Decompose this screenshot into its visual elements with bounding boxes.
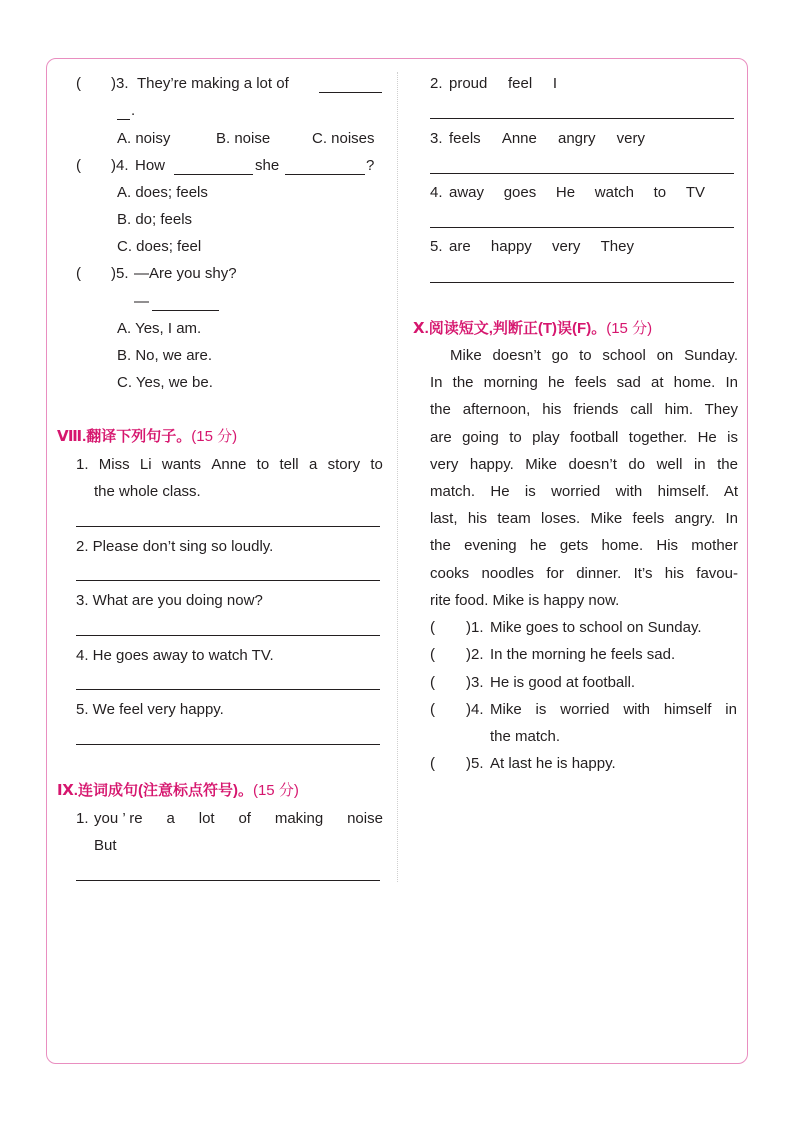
answer-bracket-tf4[interactable]: ( [430, 701, 435, 718]
option-b-q3: B. noise [216, 130, 271, 147]
word-order-words-5: are happy very They [449, 238, 634, 255]
section-heading-9: Ⅸ.连词成句(注意标点符号)。(15 分) [57, 782, 299, 799]
word: to [256, 456, 270, 473]
question-text-q4-mid: she [255, 157, 280, 174]
answer-bracket-q4[interactable]: ( [76, 157, 81, 174]
answer-bracket-q5[interactable]: ( [76, 265, 81, 282]
tf-number-2: )2. [466, 646, 484, 663]
option-a-q3: A. noisy [117, 130, 171, 147]
passage-line: In the morning he feels sad at home. In [430, 374, 738, 392]
word-order-number-4: 4. [430, 184, 443, 201]
word: is [535, 701, 547, 718]
option-a-q5: A. Yes, I am. [117, 320, 202, 337]
answer-bracket-tf1[interactable]: ( [430, 619, 435, 636]
word-order-words-2: proud feel I [449, 75, 557, 92]
question-text-q4-end: ? [366, 157, 375, 174]
word: story [327, 456, 361, 473]
passage-line: Mike doesn’t go to school on Sunday. [450, 347, 738, 364]
answer-line-8-3[interactable] [76, 635, 380, 636]
word: wants [161, 456, 202, 473]
answer-line-8-2[interactable] [76, 580, 380, 581]
word: worried [560, 701, 610, 718]
word: Miss [98, 456, 130, 473]
tf-statement-4-cont: the match. [490, 728, 561, 745]
word: Anne [211, 456, 247, 473]
tf-number-3: )3. [466, 674, 484, 691]
answer-bracket-tf2[interactable]: ( [430, 646, 435, 663]
blank-q4-2[interactable] [285, 174, 365, 175]
option-b-q4: B. do; feels [117, 211, 193, 228]
answer-line-8-1[interactable] [76, 526, 380, 527]
tf-statement-4 [490, 701, 737, 719]
word-order-number-5: 5. [430, 238, 443, 255]
translate-item-1 [76, 456, 383, 474]
column-divider [397, 72, 398, 882]
word: himself [663, 701, 712, 718]
word-order-number-2: 2. [430, 75, 443, 92]
answer-line-8-5[interactable] [76, 744, 380, 745]
word: a [308, 456, 318, 473]
word-order-words-1-cont: But [94, 837, 117, 854]
response-dash-q5: — [134, 293, 149, 310]
passage-line: cooks noodles for dinner. It’s his favou- [430, 564, 738, 582]
answer-line-9-1[interactable] [76, 880, 380, 881]
word: with [623, 701, 651, 718]
answer-line-9-2[interactable] [430, 118, 734, 119]
word-order-number-3: 3. [430, 130, 443, 147]
reading-passage [430, 342, 738, 614]
answer-line-9-4[interactable] [430, 227, 734, 228]
word-order-words-1: you ’ re a lot of making noise [94, 810, 383, 827]
tf-statement-2: In the morning he feels sad. [490, 646, 676, 663]
section-heading-10: Ⅹ.阅读短文,判断正(T)误(F)。(15 分) [413, 320, 653, 337]
section-heading-8: Ⅷ.翻译下列句子。(15 分) [57, 428, 238, 445]
answer-bracket-q3[interactable]: ( [76, 75, 81, 92]
word: tell [279, 456, 299, 473]
question-number-q3: )3. [111, 75, 129, 92]
passage-line: the evening he gets home. His mother [430, 537, 738, 555]
option-a-q4: A. does; feels [117, 184, 208, 201]
passage-line: match. He is worried with himself. At [430, 483, 738, 501]
word: Mike [490, 701, 522, 718]
word-order-words-3: feels Anne angry very [449, 130, 645, 147]
option-c-q5: C. Yes, we be. [117, 374, 213, 391]
option-c-q4: C. does; feel [117, 238, 202, 255]
blank-q3-cont[interactable] [117, 119, 130, 120]
tf-number-1: )1. [466, 619, 484, 636]
word: in [725, 701, 737, 718]
option-b-q5: B. No, we are. [117, 347, 213, 364]
passage-line: are going to play football together. He is [430, 428, 738, 446]
question-text-q3: They’re making a lot of [137, 75, 289, 92]
word: Li [139, 456, 152, 473]
tf-statement-3: He is good at football. [490, 674, 636, 691]
word-order-number-1: 1. [76, 810, 89, 827]
answer-bracket-tf3[interactable]: ( [430, 674, 435, 691]
word: 1. [76, 456, 89, 473]
option-c-q3: C. noises [312, 130, 375, 147]
answer-line-8-4[interactable] [76, 689, 380, 690]
passage-line: very happy. Mike doesn’t do well in the [430, 455, 738, 473]
word: to [370, 456, 383, 473]
translate-item-2: 2. Please don’t sing so loudly. [76, 538, 274, 555]
tf-number-5: )5. [466, 755, 484, 772]
word-order-words-4: away goes He watch to TV [449, 184, 705, 201]
answer-bracket-tf5[interactable]: ( [430, 755, 435, 772]
translate-item-3: 3. What are you doing now? [76, 592, 263, 609]
answer-line-9-5[interactable] [430, 282, 734, 283]
translate-item-5: 5. We feel very happy. [76, 701, 224, 718]
translate-item-1-cont: the whole class. [94, 483, 201, 500]
blank-q5[interactable] [152, 310, 219, 311]
answer-line-9-3[interactable] [430, 173, 734, 174]
question-text-q5: —Are you shy? [134, 265, 237, 282]
tf-statement-1: Mike goes to school on Sunday. [490, 619, 702, 636]
passage-line: the afternoon, his friends call him. They [430, 401, 738, 419]
tf-statement-5: At last he is happy. [490, 755, 616, 772]
question-tail-q3: . [131, 102, 136, 119]
passage-line: rite food. Mike is happy now. [430, 591, 620, 609]
passage-line: last, his team loses. Mike feels angry. In [430, 510, 738, 528]
translate-item-4: 4. He goes away to watch TV. [76, 647, 274, 664]
blank-q3[interactable] [319, 92, 382, 93]
blank-q4-1[interactable] [174, 174, 253, 175]
question-text-q4-pre: How [135, 157, 166, 174]
question-number-q5: )5. [111, 265, 129, 282]
question-number-q4: )4. [111, 157, 129, 174]
tf-number-4: )4. [466, 701, 484, 718]
